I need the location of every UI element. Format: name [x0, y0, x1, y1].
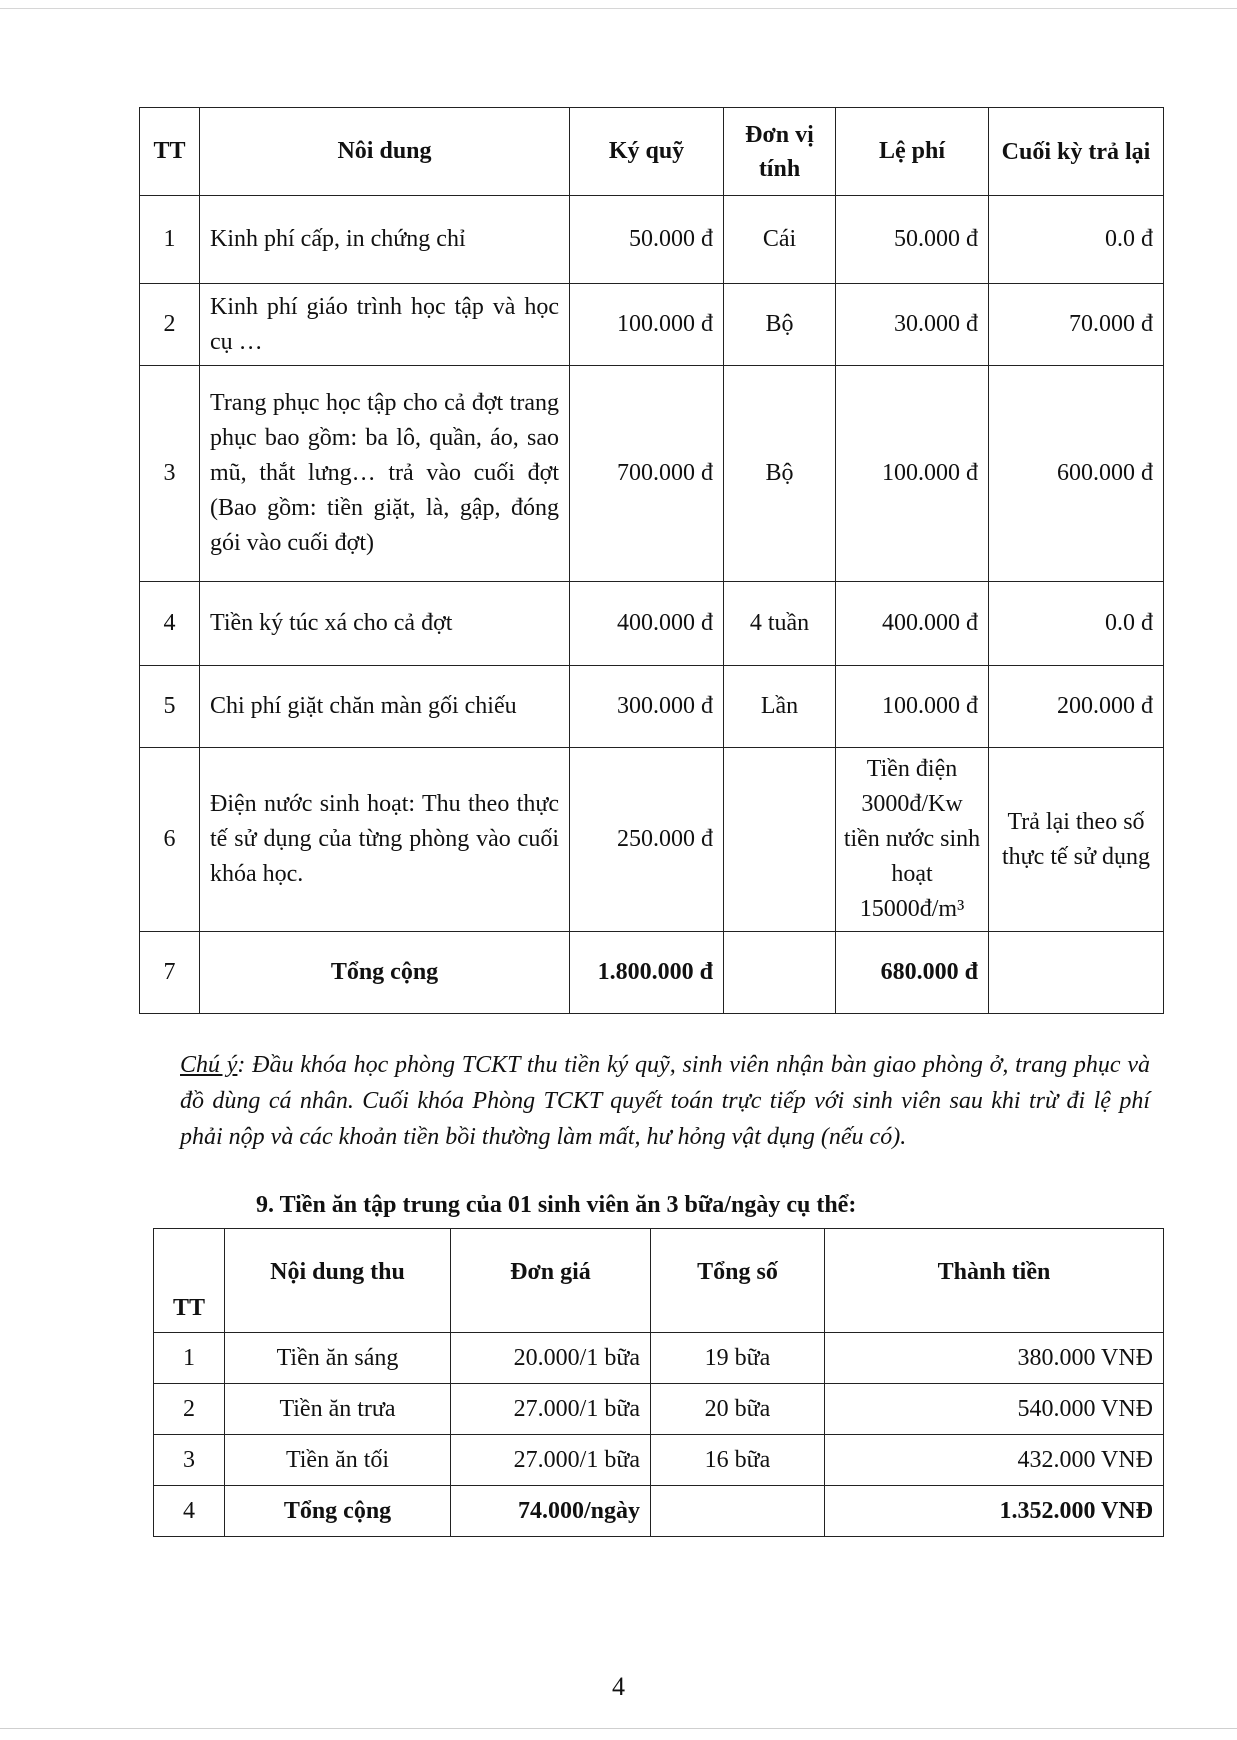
- table-row: [154, 1384, 1164, 1435]
- row-deposit: 100.000 đ: [570, 284, 724, 366]
- table-row: [154, 1333, 1164, 1384]
- meal-price: 27.000/1 bữa: [451, 1384, 651, 1435]
- row-refund: 200.000 đ: [989, 666, 1164, 748]
- row-refund: Trả lại theo số thực tế sử dụng: [989, 748, 1164, 932]
- row-unit: Bộ: [724, 366, 836, 582]
- fees-header-refund: Cuối kỳ trả lại: [989, 108, 1164, 196]
- total-unit: [724, 932, 836, 1014]
- meal-total-tt: 4: [154, 1486, 225, 1537]
- meals-table: [153, 1228, 1164, 1537]
- row-deposit: 250.000 đ: [570, 748, 724, 932]
- row-unit: Cái: [724, 196, 836, 284]
- row-deposit: 300.000 đ: [570, 666, 724, 748]
- row-tt: 4: [140, 582, 200, 666]
- meals-header-amount: Thành tiền: [825, 1229, 1164, 1333]
- meal-total-label: Tổng cộng: [225, 1486, 451, 1537]
- row-unit: Lần: [724, 666, 836, 748]
- fees-table: [139, 107, 1164, 1014]
- total-deposit: 1.800.000 đ: [570, 932, 724, 1014]
- row-content: Tiền ký túc xá cho cả đợt: [200, 582, 570, 666]
- row-deposit: 50.000 đ: [570, 196, 724, 284]
- table-row: [154, 1435, 1164, 1486]
- row-unit: [724, 748, 836, 932]
- row-fee: Tiền điện 3000đ/Kw tiền nước sinh hoạt 15000đ/m³: [836, 748, 989, 932]
- total-refund: [989, 932, 1164, 1014]
- meals-heading: 9. Tiền ăn tập trung của 01 sinh viên ăn 3 bữa/ngày cụ thể:: [256, 1192, 857, 1218]
- row-content: Trang phục học tập cho cả đợt trang phục bao gồm: ba lô, quần, áo, sao mũ, thắt lưng… trả vào cuối đợt (Bao gồm: tiền giặt, là, gập, đóng gói vào cuối đợt): [200, 366, 570, 582]
- row-unit: Bộ: [724, 284, 836, 366]
- table-row: [140, 366, 1164, 582]
- note-text: : Đầu khóa học phòng TCKT thu tiền ký quỹ, sinh viên nhận bàn giao phòng ở, trang phục và đồ dùng cá nhân. Cuối khóa Phòng TCKT quyết toán trực tiếp với sinh viên sau khi trừ đi lệ phí phải nộp và các khoản tiền bồi thường làm mất, hư hỏng vật dụng (nếu có).: [180, 1052, 1150, 1150]
- meals-header-tt: TT: [154, 1229, 225, 1333]
- row-content: Kinh phí giáo trình học tập và học cụ …: [200, 284, 570, 366]
- row-tt: 1: [140, 196, 200, 284]
- meal-tt: 3: [154, 1435, 225, 1486]
- fees-header-row: [140, 108, 1164, 196]
- row-refund: 0.0 đ: [989, 196, 1164, 284]
- fees-header-fee: Lệ phí: [836, 108, 989, 196]
- row-fee: 400.000 đ: [836, 582, 989, 666]
- meal-total-amount: 1.352.000 VNĐ: [825, 1486, 1164, 1537]
- row-unit: 4 tuần: [724, 582, 836, 666]
- meals-total-row: [154, 1486, 1164, 1537]
- fees-header-unit: Đơn vị tính: [724, 108, 836, 196]
- row-deposit: 400.000 đ: [570, 582, 724, 666]
- meal-total-price: 74.000/ngày: [451, 1486, 651, 1537]
- meal-total-count: [651, 1486, 825, 1537]
- row-refund: 600.000 đ: [989, 366, 1164, 582]
- row-deposit: 700.000 đ: [570, 366, 724, 582]
- table-row: [140, 284, 1164, 366]
- meal-tt: 1: [154, 1333, 225, 1384]
- meals-header-item: Nội dung thu: [225, 1229, 451, 1333]
- row-tt: 2: [140, 284, 200, 366]
- meal-price: 20.000/1 bữa: [451, 1333, 651, 1384]
- meal-price: 27.000/1 bữa: [451, 1435, 651, 1486]
- row-refund: 70.000 đ: [989, 284, 1164, 366]
- meal-amount: 380.000 VNĐ: [825, 1333, 1164, 1384]
- note-label: Chú ý: [180, 1052, 238, 1078]
- row-content: Chi phí giặt chăn màn gối chiếu: [200, 666, 570, 748]
- meal-count: 16 bữa: [651, 1435, 825, 1486]
- row-fee: 100.000 đ: [836, 366, 989, 582]
- fees-header-tt: TT: [140, 108, 200, 196]
- meals-header-row: [154, 1229, 1164, 1333]
- meal-count: 19 bữa: [651, 1333, 825, 1384]
- total-fee: 680.000 đ: [836, 932, 989, 1014]
- row-fee: 30.000 đ: [836, 284, 989, 366]
- row-refund: 0.0 đ: [989, 582, 1164, 666]
- meal-tt: 2: [154, 1384, 225, 1435]
- table-row: [140, 196, 1164, 284]
- scan-edge-top: [0, 8, 1237, 9]
- meals-header-count: Tổng số: [651, 1229, 825, 1333]
- row-fee: 100.000 đ: [836, 666, 989, 748]
- row-content: Điện nước sinh hoạt: Thu theo thực tế sử dụng của từng phòng vào cuối khóa học.: [200, 748, 570, 932]
- table-row: [140, 582, 1164, 666]
- meal-item: Tiền ăn trưa: [225, 1384, 451, 1435]
- row-tt: 3: [140, 366, 200, 582]
- scan-edge-bottom: [0, 1728, 1237, 1729]
- meal-count: 20 bữa: [651, 1384, 825, 1435]
- fees-header-content: Nôi dung: [200, 108, 570, 196]
- meal-amount: 540.000 VNĐ: [825, 1384, 1164, 1435]
- row-tt: 5: [140, 666, 200, 748]
- fees-header-deposit: Ký quỹ: [570, 108, 724, 196]
- table-row: [140, 666, 1164, 748]
- row-fee: 50.000 đ: [836, 196, 989, 284]
- fees-total-row: [140, 932, 1164, 1014]
- row-content: Kinh phí cấp, in chứng chỉ: [200, 196, 570, 284]
- row-tt: 6: [140, 748, 200, 932]
- meals-header-price: Đơn giá: [451, 1229, 651, 1333]
- table-row: [140, 748, 1164, 932]
- meal-amount: 432.000 VNĐ: [825, 1435, 1164, 1486]
- note-paragraph: [180, 1047, 1150, 1155]
- total-tt: 7: [140, 932, 200, 1014]
- total-label: Tổng cộng: [200, 932, 570, 1014]
- meal-item: Tiền ăn tối: [225, 1435, 451, 1486]
- meal-item: Tiền ăn sáng: [225, 1333, 451, 1384]
- page-number: 4: [612, 1672, 625, 1701]
